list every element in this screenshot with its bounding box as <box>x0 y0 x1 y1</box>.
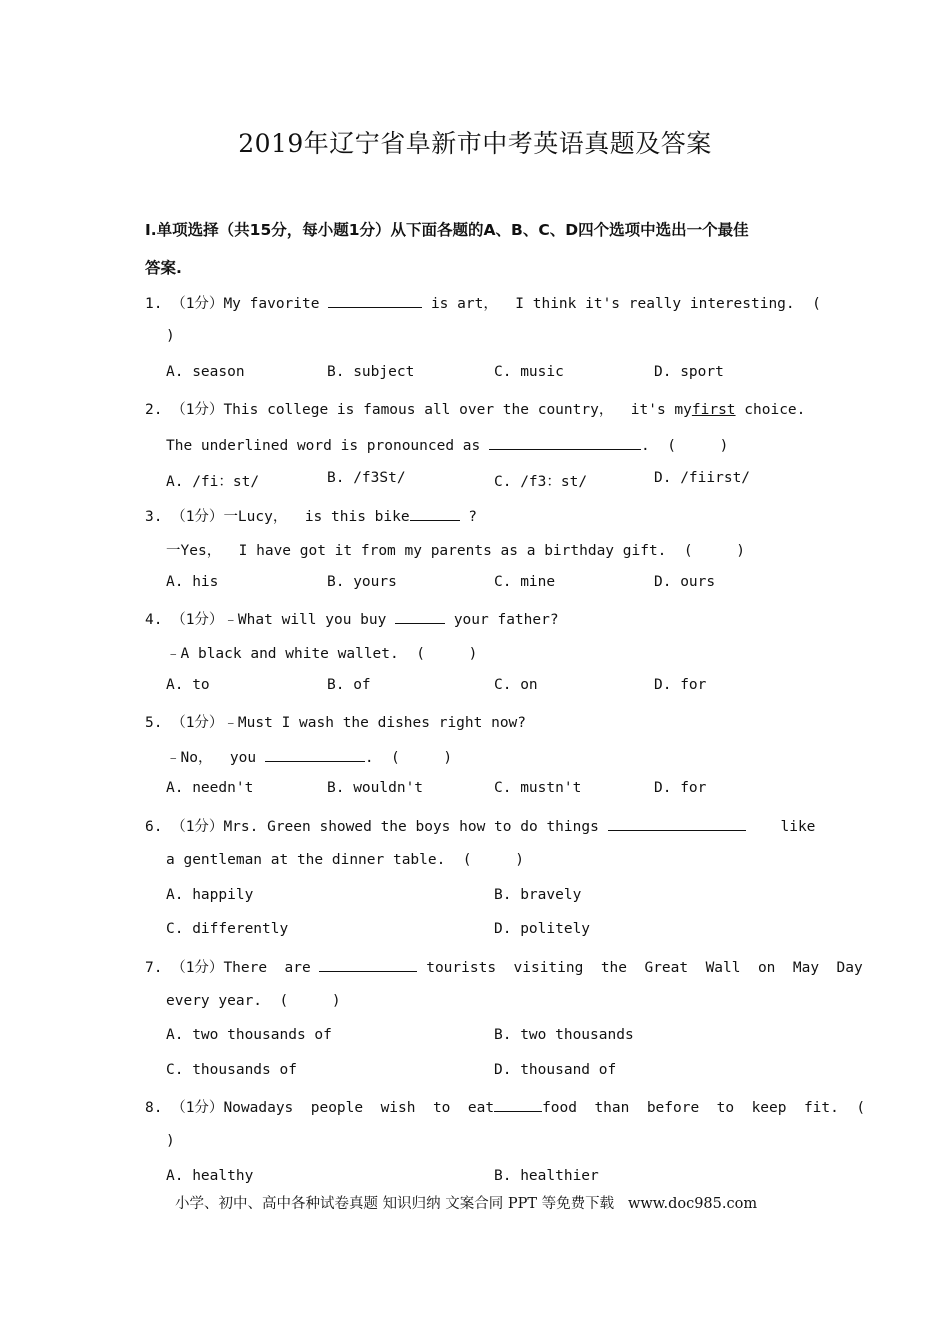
option-a: A. needn't <box>166 780 254 796</box>
answer-blank <box>489 436 641 450</box>
question-score: （1分） <box>171 402 224 418</box>
answer-blank <box>494 1098 542 1112</box>
question-number: 2. <box>145 402 163 418</box>
question-number: 6. <box>145 819 163 835</box>
question-4-line2: ﹣A black and white wallet. ( ) <box>166 646 478 662</box>
question-number: 8. <box>145 1100 163 1116</box>
option-d: D. politely <box>494 921 591 937</box>
question-7 <box>145 956 863 977</box>
page-title: 2019年辽宁省阜新市中考英语真题及答案 <box>238 129 712 158</box>
option-d: D. for <box>654 677 707 693</box>
question-stem: . ( ) <box>364 750 453 766</box>
question-number: 1. <box>145 296 163 312</box>
underlined-word: first <box>691 402 736 418</box>
question-stem: The underlined word is pronounced as <box>166 438 481 454</box>
question-stem: This college is famous all over the country， it's my <box>223 402 692 418</box>
option-d: D. ours <box>654 574 716 590</box>
option-b: B. of <box>327 677 371 693</box>
question-stem: Mrs. Green showed the boys how to do things <box>223 819 599 835</box>
question-score: （1分） <box>171 715 224 731</box>
question-stem: like <box>780 819 816 835</box>
section-heading-line1: I.单项选择（共15分，每小题1分）从下面各题的A、B、C、D四个选项中选出一个最佳 <box>145 221 749 239</box>
footer-text: 小学、初中、高中各种试卷真题 知识归纳 文案合同 PPT 等免费下载 www.doc985.com <box>175 1196 758 1212</box>
option-b: B. yours <box>327 574 397 590</box>
question-stem: is art， I think it's really interesting. ( <box>430 296 821 312</box>
question-number: 4. <box>145 612 163 628</box>
option-d: D. sport <box>654 364 724 380</box>
question-stem: ﹣Must I wash the dishes right now? <box>223 715 527 731</box>
question-stem: ? <box>459 509 478 525</box>
question-score: （1分） <box>171 960 224 976</box>
answer-blank <box>319 958 417 972</box>
option-b: B. subject <box>327 364 415 380</box>
option-a: A. /fi：st/ <box>166 474 260 490</box>
answer-blank <box>328 294 422 308</box>
option-a: A. healthy <box>166 1168 254 1184</box>
question-1-cont: ) <box>166 328 175 344</box>
option-c: C. music <box>494 364 564 380</box>
option-d: D. thousand of <box>494 1062 617 1078</box>
option-a: A. to <box>166 677 210 693</box>
option-a: A. season <box>166 364 245 380</box>
question-3-line2: 一Yes， I have got it from my parents as a birthday gift. ( ) <box>166 543 745 559</box>
question-score: （1分） <box>171 509 224 525</box>
question-stem: There are <box>223 960 311 976</box>
question-score: （1分） <box>171 296 224 312</box>
question-4 <box>145 608 559 629</box>
question-score: （1分） <box>171 612 224 628</box>
question-stem: tourists visiting the Great Wall on May Day <box>426 960 863 976</box>
answer-blank <box>410 507 460 521</box>
option-d: D. /fiirst/ <box>654 470 751 486</box>
question-stem: ﹣No， you <box>166 750 257 766</box>
question-stem: food than before to keep fit. ( <box>542 1100 866 1116</box>
option-d: D. for <box>654 780 707 796</box>
option-b: B. healthier <box>494 1168 599 1184</box>
option-b: B. /f3St/ <box>327 470 406 486</box>
question-number: 7. <box>145 960 163 976</box>
question-number: 3. <box>145 509 163 525</box>
question-stem: your father? <box>453 612 559 628</box>
question-score: （1分） <box>171 1100 224 1116</box>
option-c: C. /f3：st/ <box>494 474 588 490</box>
option-b: B. bravely <box>494 887 582 903</box>
answer-blank <box>395 610 445 624</box>
question-1 <box>145 292 821 313</box>
question-stem: ﹣What will you buy <box>223 612 387 628</box>
question-stem: choice. <box>744 402 806 418</box>
question-2-line2 <box>166 436 728 454</box>
question-6-line2: a gentleman at the dinner table. ( ) <box>166 852 524 868</box>
option-b: B. wouldn't <box>327 780 424 796</box>
question-stem: My favorite <box>223 296 320 312</box>
question-5-line2 <box>166 746 452 767</box>
question-8-cont: ) <box>166 1133 175 1149</box>
question-6 <box>145 815 816 836</box>
option-c: C. differently <box>166 921 289 937</box>
question-2 <box>145 398 805 419</box>
question-number: 5. <box>145 715 163 731</box>
option-a: A. happily <box>166 887 254 903</box>
question-3 <box>145 505 477 526</box>
question-score: （1分） <box>171 819 224 835</box>
option-b: B. two thousands <box>494 1027 634 1043</box>
section-heading-line2: 答案. <box>145 259 182 277</box>
question-7-line2: every year. ( ) <box>166 993 341 1009</box>
option-a: A. his <box>166 574 219 590</box>
option-a: A. two thousands of <box>166 1027 332 1043</box>
question-stem: Nowadays people wish to eat <box>223 1100 495 1116</box>
option-c: C. mustn't <box>494 780 582 796</box>
option-c: C. on <box>494 677 538 693</box>
question-8 <box>145 1096 865 1117</box>
answer-blank <box>608 817 746 831</box>
question-stem: 一Lucy， is this bike <box>223 509 410 525</box>
answer-blank <box>265 748 365 762</box>
question-5 <box>145 711 526 732</box>
option-c: C. thousands of <box>166 1062 297 1078</box>
question-stem: . ( ) <box>641 438 729 454</box>
option-c: C. mine <box>494 574 556 590</box>
